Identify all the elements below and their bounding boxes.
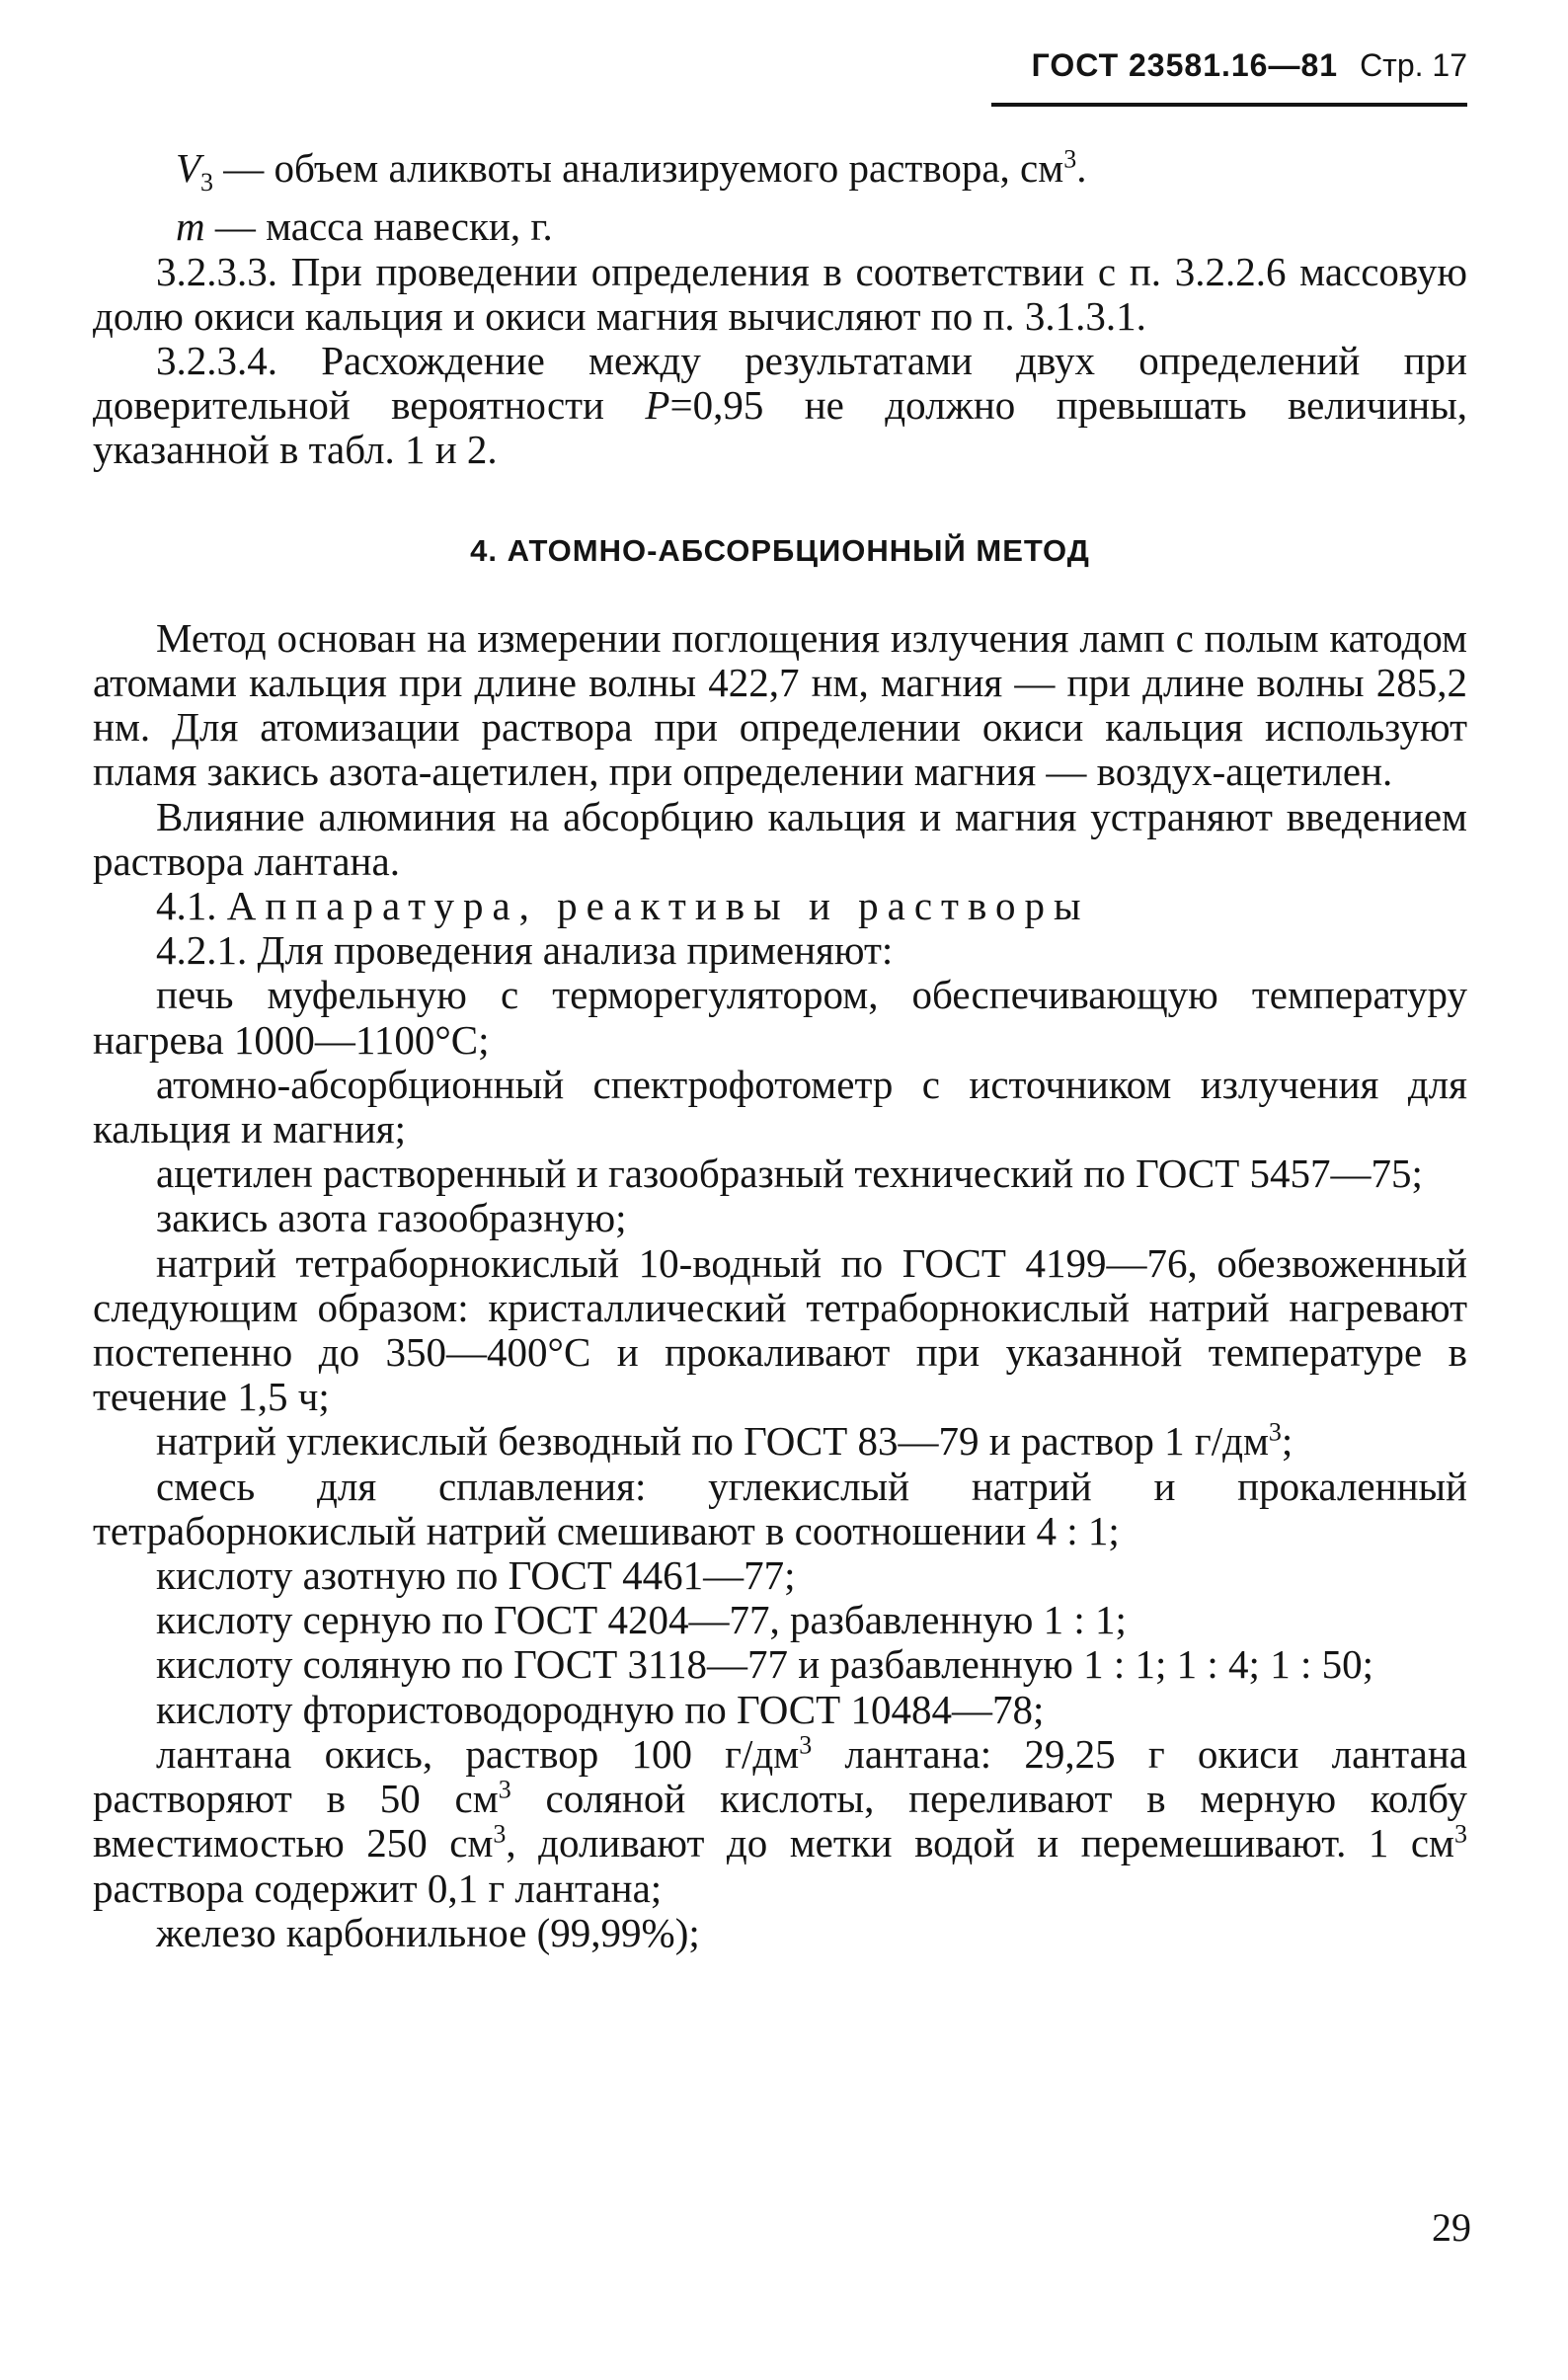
list-item: закись азота газообразную; [156,1195,627,1241]
subsection-4-1 [93,884,1467,928]
list-item: кислоту соляную по ГОСТ 3118—77 и разбавленную 1 : 1; 1 : 4; 1 : 50; [156,1641,1373,1688]
definition-m [93,204,1467,249]
subsection-title: Аппаратура, реактивы и растворы [226,883,1090,929]
list-item: железо карбонильное (99,99%); [156,1909,700,1955]
body-text [93,146,1467,1955]
symbol-p: P [645,382,670,429]
definition-text: — масса навески, г. [204,203,553,250]
list-item: смесь для сплавления: углекислый натрий и прокаленный тетраборнокислый натрий смешивают в соотношении 4 : 1; [93,1463,1467,1553]
superscript: 3 [1063,144,1077,174]
symbol-subscript: 3 [200,168,214,198]
list-item-text: лантана окись, раствор 100 г/дм [156,1730,800,1777]
superscript: 3 [1454,1819,1467,1849]
list-item: кислоту серную по ГОСТ 4204—77, разбавленную 1 : 1; [156,1597,1127,1643]
list-item: кислоту азотную по ГОСТ 4461—77; [156,1552,796,1599]
paragraph-3-2-3-3: 3.2.3.3. При проведении определения в соответствии с п. 3.2.2.6 массовую долю окиси кальция и окиси магния вычисляют по п. 3.1.3.1. [93,248,1467,339]
list-item: кислоту фтористоводородную по ГОСТ 10484—78; [156,1686,1045,1732]
header-rule [991,103,1467,107]
symbol-v: V [176,145,201,191]
list-item: ацетилен растворенный и газообразный технический по ГОСТ 5457—75; [156,1150,1423,1197]
paragraph-3-2-3-4 [93,339,1467,473]
standard-number: ГОСТ 23581.16—81 [1031,47,1339,83]
method-paragraph: Метод основан на измерении поглощения излучения ламп с полым катодом атомами кальция при длине волны 422,7 нм, магния — при длине волны 285,2 нм. Для атомизации раствора при определении окиси кальция используют пламя закись азота-ацетилен, при определении магния — воздух-ацетилен. [93,614,1467,795]
list-item: атомно-абсорбционный спектрофотометр с источником излучения для кальция и магния; [93,1061,1467,1152]
list-item-lanthanum [93,1732,1467,1911]
paragraph-4-2-1: 4.2.1. Для проведения анализа применяют: [156,927,894,974]
definition-tail: . [1076,145,1087,191]
list-item-text: , доливают до метки водой и перемешивают. 1 см [506,1820,1454,1866]
superscript: 3 [498,1775,511,1804]
symbol-m: m [176,203,205,250]
superscript: 3 [493,1819,507,1849]
subsection-number: 4.1. [156,883,227,929]
paragraph-text: =0,95 не должно превышать величины, указанной в табл. 1 и 2. [93,382,1467,473]
running-header [987,47,1467,84]
paragraph-text: 3.2.3.4. Расхождение между результатами двух определений при доверительной вероятности [93,338,1467,429]
list-item [93,1419,1467,1464]
list-item-tail: ; [1281,1418,1294,1465]
list-item: натрий тетраборнокислый 10-водный по ГОСТ 4199—76, обезвоженный следующим образом: кристаллический тетраборнокислый натрий нагревают постепенно до 350—400°С и прокаливают при указанной температуре в течение 1,5 ч; [93,1239,1467,1420]
superscript: 3 [1268,1417,1282,1447]
list-item: печь муфельную с терморегулятором, обеспечивающую температуру нагрева 1000—1100°С; [93,972,1467,1063]
superscript: 3 [799,1730,813,1760]
section-heading: 4. АТОМНО-АБСОРБЦИОННЫЙ МЕТОД [470,532,1090,568]
list-item-text: лантана: 29,25 г окиси лантана растворяют в 50 см [93,1730,1467,1822]
list-item-text: натрий углекислый безводный по ГОСТ 83—79 и раствор 1 г/дм [156,1418,1269,1465]
influence-paragraph: Влияние алюминия на абсорбцию кальция и магния устраняют введением раствора лантана. [93,793,1467,884]
list-item-text: соляной кислоты, переливают в мерную колбу вместимостью 250 см [93,1776,1467,1866]
page-number: 29 [1432,2205,1471,2250]
list-item-text: раствора содержит 0,1 г лантана; [93,1864,663,1911]
page-label: Стр. 17 [1360,47,1467,83]
definition-v3 [93,146,1467,204]
definition-text: — объем аликвоты анализируемого раствора, см [213,145,1064,191]
